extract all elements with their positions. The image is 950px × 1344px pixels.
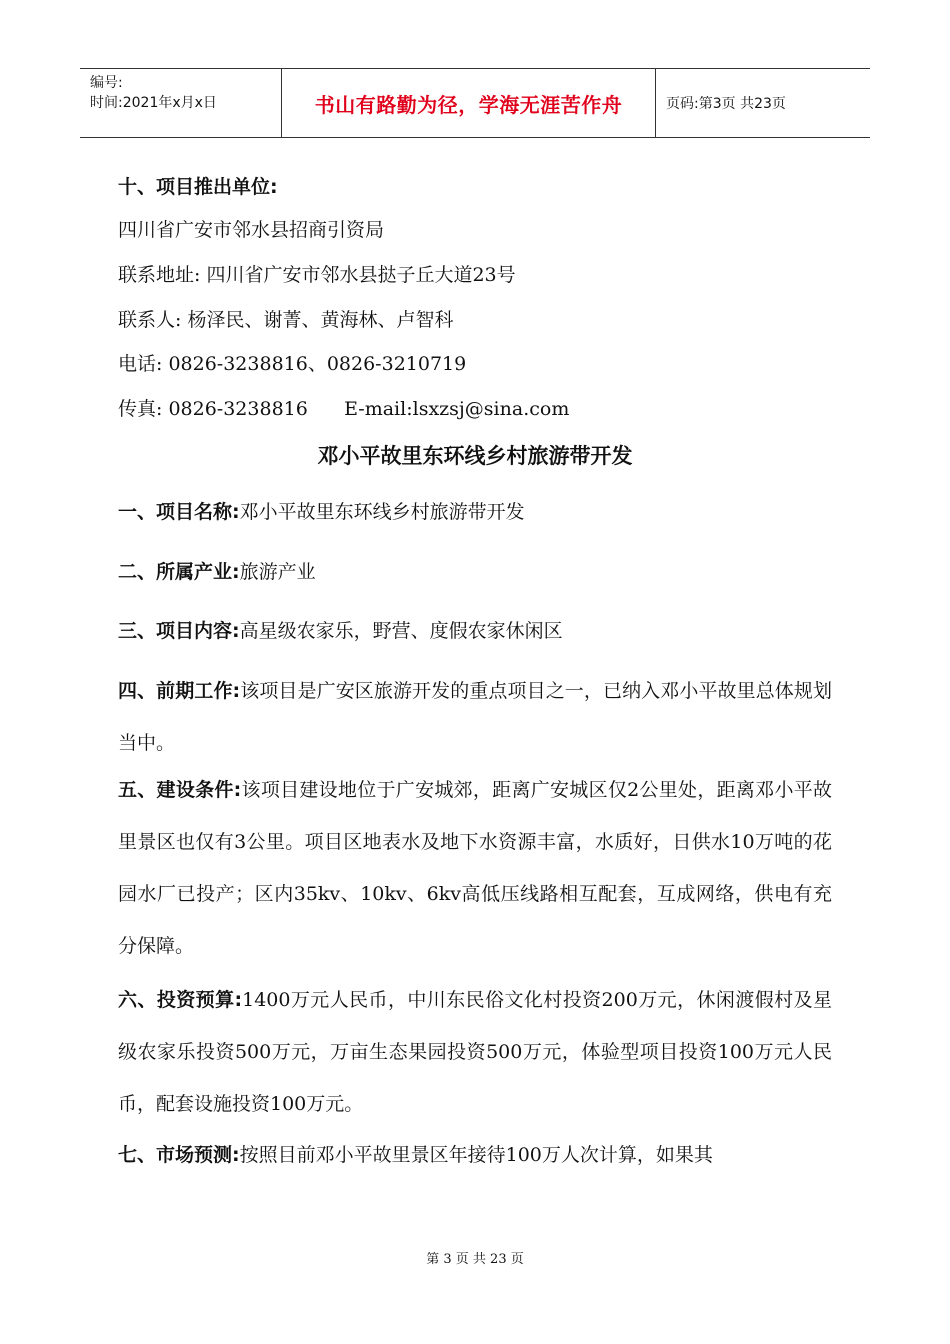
- item-budget: [118, 974, 832, 1130]
- section10-phone: 电话: 0826-3238816、0826-3210719: [118, 353, 467, 375]
- item-name: [118, 486, 832, 538]
- page-header: [80, 68, 870, 138]
- item-text: 该项目是广安区旅游开发的重点项目之一，已纳入邓小平故里总体规划当中。: [118, 680, 832, 754]
- item-label: 七、市场预测:: [118, 1144, 240, 1166]
- section10-fax: 传真: 0826-3238816 E-mail:lsxzsj@sina.com: [118, 398, 570, 420]
- item-text: 邓小平故里东环线乡村旅游带开发: [239, 501, 525, 523]
- doc-date-label: 时间:2021年x月x日: [90, 95, 217, 111]
- item-industry: [118, 546, 832, 598]
- item-text: 按照目前邓小平故里景区年接待100万人次计算，如果其: [239, 1144, 713, 1166]
- item-content: [118, 605, 832, 657]
- header-motto: 书山有路勤为径，学海无涯苦作舟: [314, 92, 623, 117]
- item-conditions: [118, 764, 832, 972]
- item-label: 二、所属产业:: [118, 561, 240, 583]
- item-label: 四、前期工作:: [118, 680, 241, 702]
- item-text: 旅游产业: [239, 561, 316, 583]
- item-label: 一、项目名称:: [118, 501, 240, 523]
- header-motto-cell: [282, 69, 656, 137]
- header-meta: [80, 69, 282, 137]
- section10-address: 联系地址: 四川省广安市邻水县挞子丘大道23号: [118, 264, 516, 286]
- page-footer: 第 3 页 共 23 页: [426, 1252, 524, 1267]
- project-title: 邓小平故里东环线乡村旅游带开发: [317, 444, 633, 468]
- item-text: 1400万元人民币，中川东民俗文化村投资200万元，休闲渡假村及星级农家乐投资500万元，万亩生态果园投资500万元，体验型项目投资100万元人民币，配套设施投资100万元。: [118, 989, 832, 1115]
- item-market: [118, 1129, 832, 1181]
- item-text: 该项目建设地位于广安城郊，距离广安城区仅2公里处，距离邓小平故里景区也仅有3公里。项目区地表水及地下水资源丰富，水质好，日供水10万吨的花园水厂已投产；区内35kv、10kv、6kv高低压线路相互配套，互成网络，供电有充分保障。: [118, 779, 832, 957]
- header-page-info: 页码:第3页 共23页: [666, 96, 786, 112]
- item-text: 高星级农家乐，野营、度假农家休闲区: [239, 620, 563, 642]
- item-label: 五、建设条件:: [118, 779, 242, 801]
- item-label: 六、投资预算:: [118, 989, 243, 1011]
- section10-unit: 四川省广安市邻水县招商引资局: [118, 219, 385, 241]
- item-label: 三、项目内容:: [118, 620, 240, 642]
- section10-heading: 十、项目推出单位:: [118, 176, 278, 198]
- item-prework: [118, 665, 832, 769]
- section10-contacts: 联系人: 杨泽民、谢菁、黄海林、卢智科: [118, 309, 454, 331]
- doc-number-label: 编号:: [90, 75, 123, 91]
